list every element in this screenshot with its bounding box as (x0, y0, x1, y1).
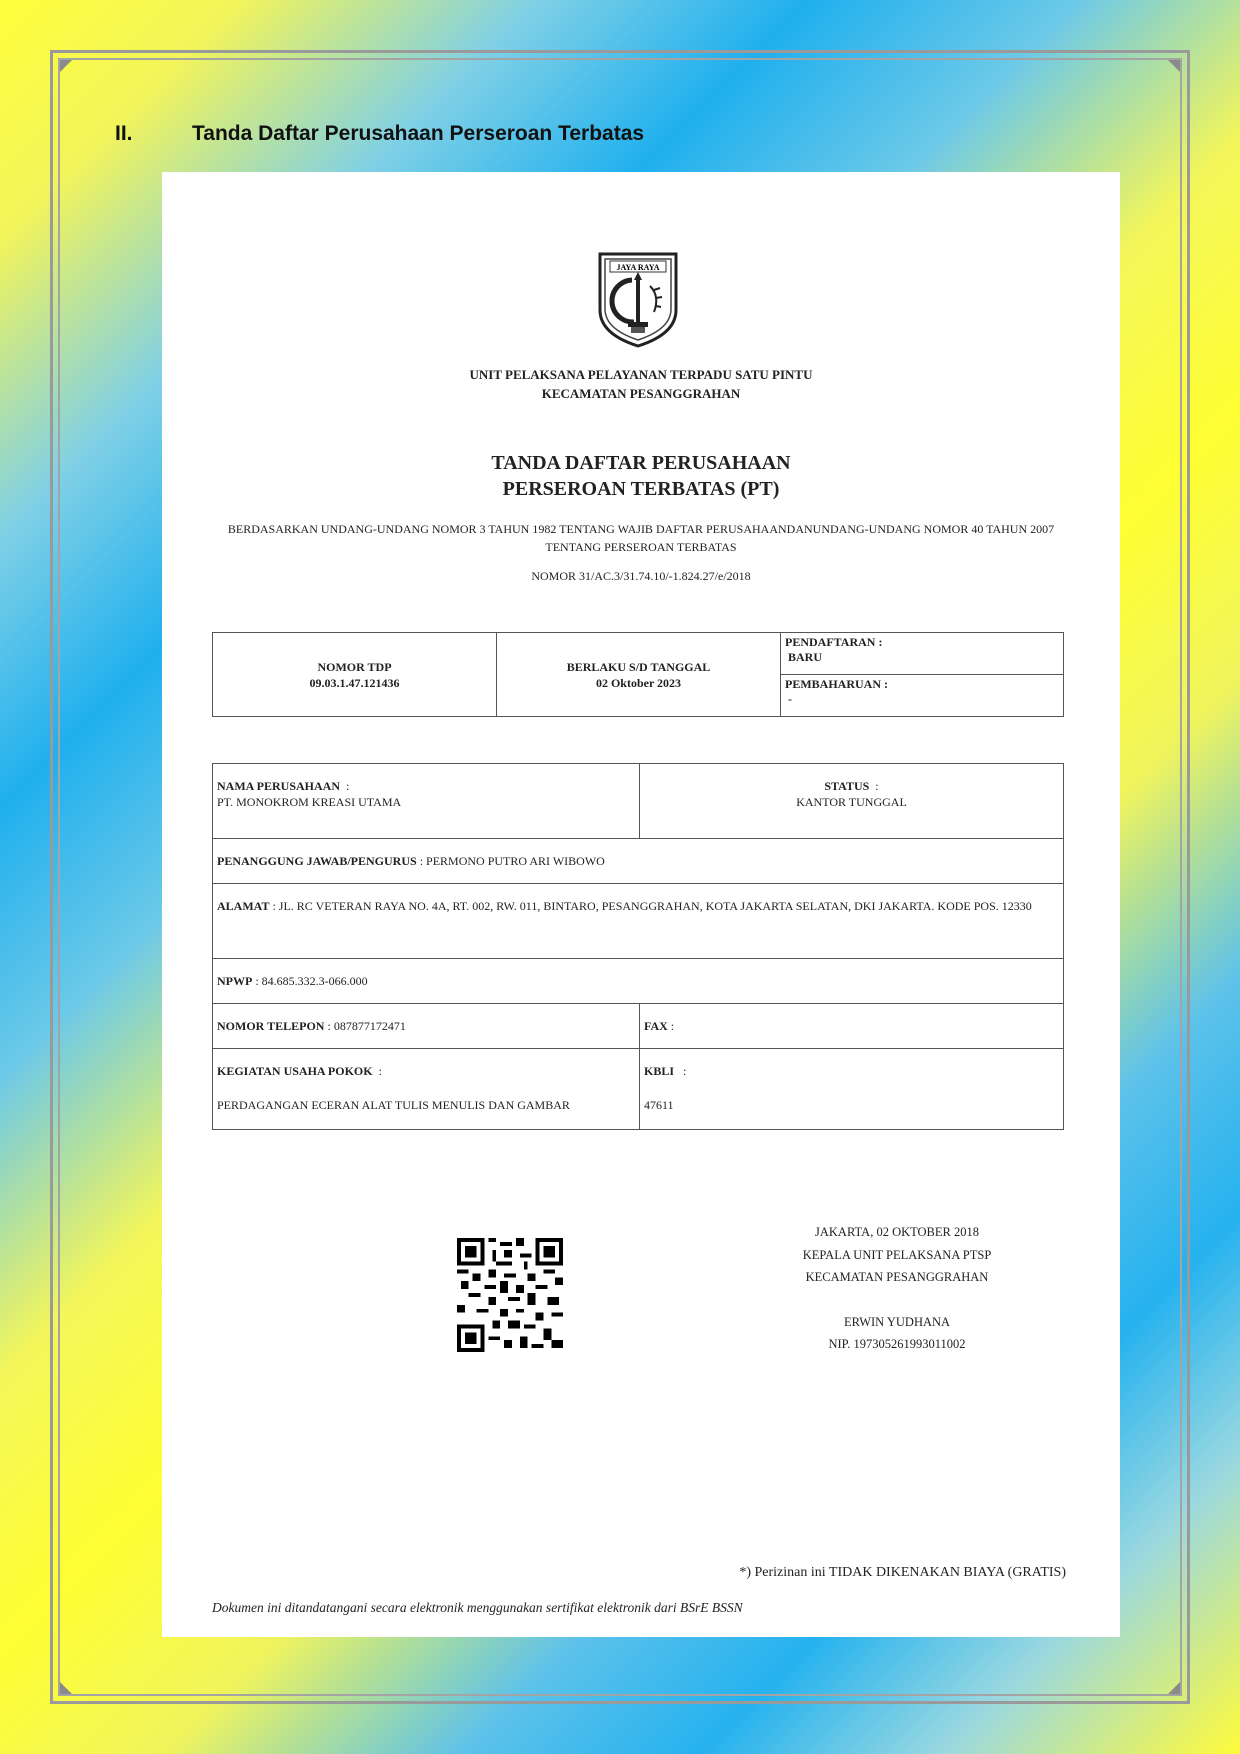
title-line: PERSEROAN TERBATAS (PT) (502, 478, 780, 500)
emblem-text: JAYA RAYA (616, 263, 660, 272)
signatory-name: ERWIN YUDHANA (843, 1314, 951, 1329)
corner-ornament (60, 60, 72, 72)
company-details-table (212, 763, 1064, 1130)
pic-value: PERMONO PUTRO ARI WIBOWO (426, 854, 605, 868)
section-title: Tanda Daftar Perusahaan Perseroan Terbatas (192, 122, 645, 145)
phone-label: NOMOR TELEPON (217, 1019, 325, 1033)
valid-value: 02 Oktober 2023 (595, 675, 682, 690)
corner-ornament (60, 1682, 72, 1694)
address-cell: ALAMAT : JL. RC VETERAN RAYA NO. 4A, RT. 002, RW. 011, BINTARO, PESANGGRAHAN, KOTA JAKARTA SELATAN, DKI JAKARTA. KODE POS. 12330 (213, 884, 1064, 959)
npwp-label: NPWP (217, 974, 253, 988)
electronic-signature-note: Dokumen ini ditandatangani secara elektronik menggunakan sertifikat elektronik dari BSrE BSSN (212, 1600, 743, 1615)
registration-type-cell (781, 633, 1064, 675)
tdp-label: NOMOR TDP (317, 659, 392, 674)
signature-place-date: JAKARTA, 02 OKTOBER 2018 (815, 1225, 979, 1239)
pic-cell: PENANGGUNG JAWAB/PENGURUS : PERMONO PUTRO ARI WIBOWO (213, 839, 1064, 884)
tdp-value: 09.03.1.47.121436 (309, 675, 400, 690)
jakarta-emblem-icon (596, 250, 680, 348)
valid-until-cell (497, 633, 781, 717)
phone-value: 087877172471 (333, 1019, 406, 1033)
signature-position: KEPALA UNIT PELAKSANA PTSP (802, 1247, 992, 1262)
signature-block (772, 1221, 1022, 1356)
status-value: KANTOR TUNGGAL (796, 795, 907, 809)
section-heading (115, 122, 644, 146)
corner-ornament (1168, 60, 1180, 72)
company-name-value: PT. MONOKROM KREASI UTAMA (217, 795, 402, 809)
agency-line: UNIT PELAKSANA PELAYANAN TERPADU SATU PINTU (469, 367, 813, 382)
kbli-value: 47611 (644, 1098, 674, 1112)
renewal-value: - (788, 692, 792, 706)
registration-table (212, 632, 1064, 717)
company-name-label: NAMA PERUSAHAAN (217, 779, 340, 793)
renewal-cell (781, 675, 1064, 717)
registration-value: BARU (788, 650, 823, 664)
corner-ornament (1168, 1682, 1180, 1694)
registration-label: PENDAFTARAN : (785, 635, 883, 649)
activity-label: KEGIATAN USAHA POKOK (217, 1064, 373, 1078)
valid-label: BERLAKU S/D TANGGAL (566, 659, 711, 674)
renewal-label: PEMBAHARUAN : (785, 677, 888, 691)
qr-code-icon (456, 1238, 564, 1352)
kbli-cell: KBLI : 47611 (640, 1049, 1064, 1130)
kbli-label: KBLI (644, 1064, 675, 1078)
fax-cell: FAX : (640, 1004, 1064, 1049)
document-title (162, 450, 1120, 502)
status-cell: STATUS : KANTOR TUNGGAL (640, 764, 1064, 839)
signature-position: KECAMATAN PESANGGRAHAN (805, 1270, 989, 1284)
reference-number: NOMOR 31/AC.3/31.74.10/-1.824.27/e/2018 (531, 569, 751, 583)
legal-basis: BERDASARKAN UNDANG-UNDANG NOMOR 3 TAHUN 1982 TENTANG WAJIB DAFTAR PERUSAHAANDANUNDANG-UNDANG NOMOR 40 TAHUN 2007 TENTANG PERSEROAN TERBATAS (227, 522, 1055, 554)
fax-label: FAX (644, 1019, 668, 1033)
agency-line: KECAMATAN PESANGGRAHAN (541, 386, 741, 401)
tdp-number-cell (213, 633, 497, 717)
tdp-certificate (162, 172, 1120, 1637)
agency-name (162, 365, 1120, 403)
npwp-value: 84.685.332.3-066.000 (261, 974, 368, 988)
address-value: JL. RC VETERAN RAYA NO. 4A, RT. 002, RW. 011, BINTARO, PESANGGRAHAN, KOTA JAKARTA SELATAN, DKI JAKARTA. KODE POS. 12330 (278, 899, 1032, 913)
signatory-nip: NIP. 197305261993011002 (828, 1337, 966, 1351)
section-number: II. (115, 122, 133, 145)
npwp-cell: NPWP : 84.685.332.3-066.000 (213, 959, 1064, 1004)
company-name-cell: NAMA PERUSAHAAN : PT. MONOKROM KREASI UTAMA (213, 764, 640, 839)
free-of-charge-note: *) Perizinan ini TIDAK DIKENAKAN BIAYA (GRATIS) (739, 1565, 1066, 1580)
activity-value: PERDAGANGAN ECERAN ALAT TULIS MENULIS DAN GAMBAR (217, 1098, 570, 1112)
address-label: ALAMAT (217, 899, 270, 913)
phone-cell: NOMOR TELEPON : 087877172471 (213, 1004, 640, 1049)
pic-label: PENANGGUNG JAWAB/PENGURUS (217, 854, 417, 868)
activity-cell: KEGIATAN USAHA POKOK : PERDAGANGAN ECERAN ALAT TULIS MENULIS DAN GAMBAR (213, 1049, 640, 1130)
title-line: TANDA DAFTAR PERUSAHAAN (491, 452, 791, 474)
status-label: STATUS (824, 779, 870, 793)
